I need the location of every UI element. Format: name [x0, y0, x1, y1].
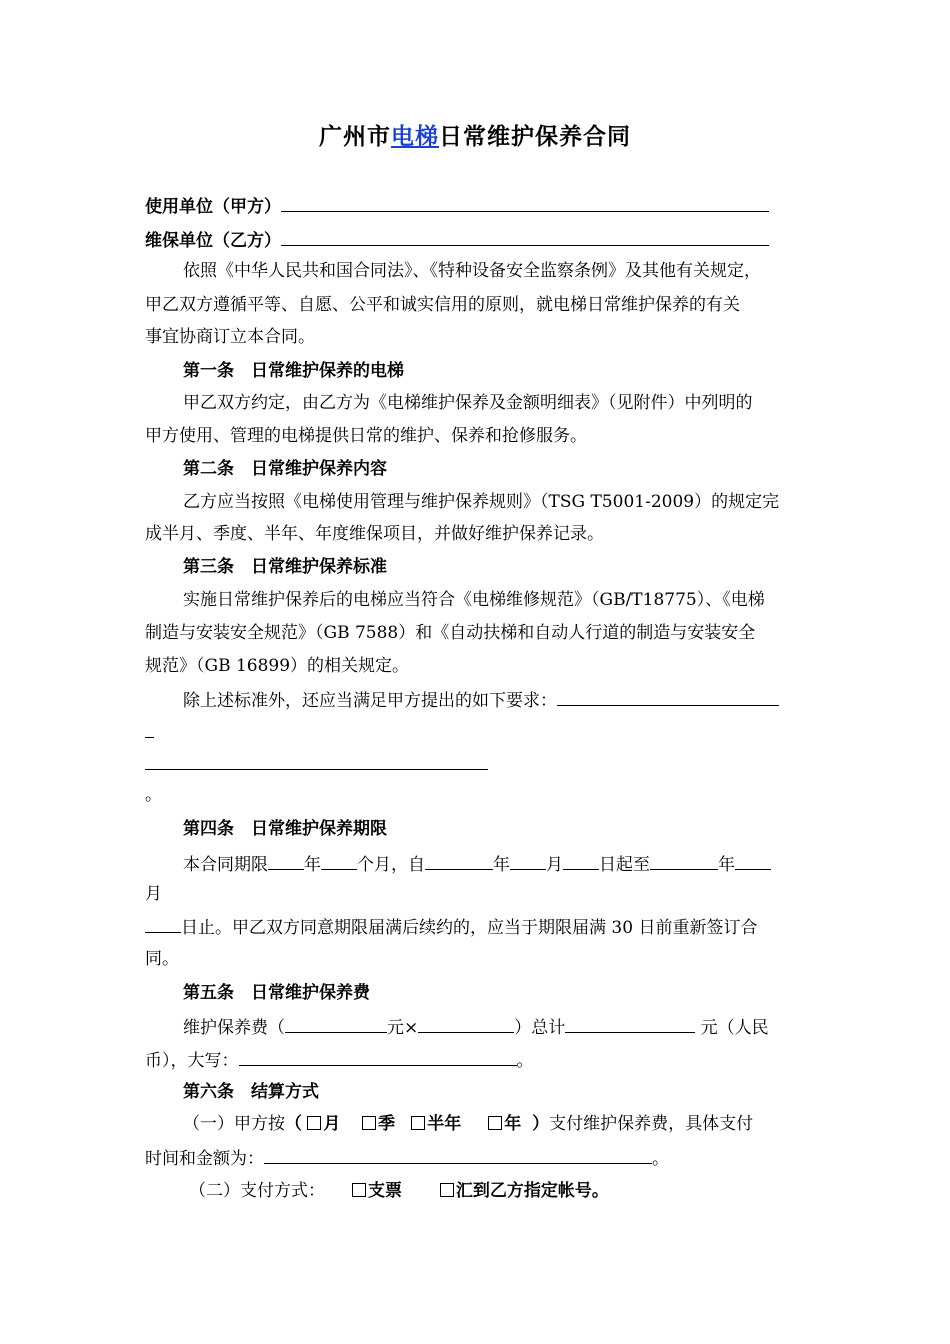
article-2-line-2: 成半月、季度、半年、年度维保项目，并做好维护保养记录。 — [145, 524, 604, 544]
start-month-unit: 月 — [546, 855, 563, 875]
article-4-line-3 — [145, 915, 757, 939]
party-a-label: 使用单位（甲方） — [145, 197, 281, 217]
checkbox-icon[interactable] — [352, 1183, 366, 1197]
article-2-line-1: 乙方应当按照《电梯使用管理与维护保养规则》（TSG T5001-2009）的规定完 — [183, 492, 780, 512]
extra-requirements-blank-3[interactable] — [145, 769, 488, 770]
article-5-end: 。 — [516, 1051, 534, 1071]
checkbox-icon[interactable] — [488, 1116, 502, 1130]
article-4-line-4: 同。 — [145, 949, 179, 969]
checkbox-icon[interactable] — [411, 1116, 425, 1130]
preamble-line-1: 依照《中华人民共和国合同法》、《特种设备安全监察条例》及其他有关规定， — [183, 261, 761, 281]
option-transfer-label: 汇到乙方指定帐号。 — [455, 1181, 609, 1201]
article-4-line-3-text: 日止。甲乙双方同意期限届满后续约的，应当于期限届满 30 日前重新签订合 — [181, 918, 758, 938]
term-months-blank[interactable] — [321, 852, 357, 870]
extra-requirements-blank-1[interactable] — [557, 688, 779, 706]
article-1-heading: 第一条 日常维护保养的电梯 — [183, 361, 404, 381]
article-3-line-1: 实施日常维护保养后的电梯应当符合《电梯维修规范》（GB/T18775）、《电梯 — [183, 590, 765, 610]
start-month-blank[interactable] — [510, 852, 546, 870]
option-month-label: 月 — [323, 1114, 341, 1134]
article-6-line-2-end: 。 — [652, 1149, 669, 1169]
yuan-times: 元× — [387, 1018, 419, 1038]
option-half-year[interactable] — [411, 1114, 461, 1134]
article-4-heading: 第四条 日常维护保养期限 — [183, 819, 387, 839]
article-3-end-mark: 。 — [145, 785, 162, 805]
payment-time-blank[interactable] — [264, 1146, 652, 1164]
end-day-blank[interactable] — [145, 915, 181, 933]
rmb-label: 元（人民 — [695, 1018, 769, 1038]
article-3-heading: 第三条 日常维护保养标准 — [183, 557, 387, 577]
payment-method-label: （二）支付方式： — [189, 1181, 325, 1201]
extra-requirements-blank-2[interactable] — [145, 737, 154, 738]
article-6-heading: 第六条 结算方式 — [183, 1082, 319, 1102]
article-6-line-3 — [189, 1180, 609, 1202]
article-6-line-2 — [145, 1146, 669, 1170]
start-day-blank[interactable] — [563, 852, 599, 870]
article-3-extra-row — [183, 688, 779, 712]
title-prefix: 广州市 — [319, 124, 391, 150]
checkbox-icon[interactable] — [440, 1183, 454, 1197]
article-1-line-1: 甲乙双方约定，由乙方为《电梯维护保养及金额明细表》（见附件）中列明的 — [183, 393, 753, 413]
start-year-blank[interactable] — [425, 852, 493, 870]
article-2-heading: 第二条 日常维护保养内容 — [183, 459, 387, 479]
option-month[interactable] — [307, 1114, 340, 1134]
party-b-row — [145, 228, 769, 252]
article-3-line-3: 规范》（GB 16899）的相关规定。 — [145, 656, 410, 676]
paren-open: （ — [285, 1114, 302, 1134]
party-a-blank[interactable] — [281, 194, 769, 212]
checkbox-icon[interactable] — [362, 1116, 376, 1130]
payment-cycle-label: （一）甲方按 — [183, 1114, 285, 1134]
option-year-label: 年 — [504, 1114, 522, 1134]
article-4-line-2: 月 — [145, 884, 162, 904]
party-b-label: 维保单位（乙方） — [145, 231, 281, 251]
paren-close: ） — [532, 1114, 550, 1134]
start-day-unit: 日起至 — [599, 855, 650, 875]
article-5-line-2 — [145, 1048, 534, 1072]
option-cheque[interactable] — [352, 1181, 402, 1201]
term-years-blank[interactable] — [268, 852, 304, 870]
article-4-line-1 — [183, 852, 771, 876]
end-month-blank[interactable] — [735, 852, 771, 870]
option-quarter[interactable] — [362, 1114, 395, 1134]
payment-cycle-text: 支付维护保养费，具体支付 — [549, 1114, 754, 1134]
total-blank[interactable] — [565, 1015, 695, 1033]
article-6-line-1 — [183, 1113, 753, 1135]
option-half-year-label: 半年 — [427, 1114, 462, 1134]
article-3-extra-label: 除上述标准外，还应当满足甲方提出的如下要求： — [183, 691, 557, 711]
quantity-blank[interactable] — [418, 1015, 514, 1033]
unit-price-blank[interactable] — [285, 1015, 387, 1033]
term-months-unit: 个月，自 — [357, 855, 425, 875]
option-year[interactable] — [488, 1114, 521, 1134]
term-label: 本合同期限 — [183, 855, 268, 875]
article-3-line-2: 制造与安装安全规范》（GB 7588）和《自动扶梯和自动人行道的制造与安装安全 — [145, 623, 756, 643]
party-b-blank[interactable] — [281, 228, 769, 246]
article-1-line-2: 甲方使用、管理的电梯提供日常的维护、保养和抢修服务。 — [145, 426, 587, 446]
option-cheque-label: 支票 — [368, 1181, 403, 1201]
article-5-line-1 — [183, 1015, 769, 1039]
option-transfer[interactable] — [440, 1181, 609, 1201]
term-year-unit: 年 — [304, 855, 321, 875]
article-5-heading: 第五条 日常维护保养费 — [183, 983, 370, 1003]
end-year-unit: 年 — [718, 855, 735, 875]
fee-label: 维护保养费（ — [183, 1018, 285, 1038]
title-suffix: 日常维护保养合同 — [439, 124, 631, 150]
party-a-row — [145, 194, 769, 218]
payment-time-label: 时间和金额为： — [145, 1149, 264, 1169]
option-quarter-label: 季 — [378, 1114, 396, 1134]
checkbox-icon[interactable] — [307, 1116, 321, 1130]
start-year-unit: 年 — [493, 855, 510, 875]
page-title — [0, 118, 950, 151]
end-year-blank[interactable] — [650, 852, 718, 870]
capital-label: 币），大写： — [145, 1051, 239, 1071]
preamble-line-2: 甲乙双方遵循平等、自愿、公平和诚实信用的原则，就电梯日常维护保养的有关 — [145, 295, 740, 315]
elevator-link[interactable]: 电梯 — [391, 124, 439, 150]
preamble-line-3: 事宜协商订立本合同。 — [145, 327, 315, 347]
capital-amount-blank[interactable] — [239, 1048, 517, 1066]
total-label: ）总计 — [514, 1018, 566, 1038]
